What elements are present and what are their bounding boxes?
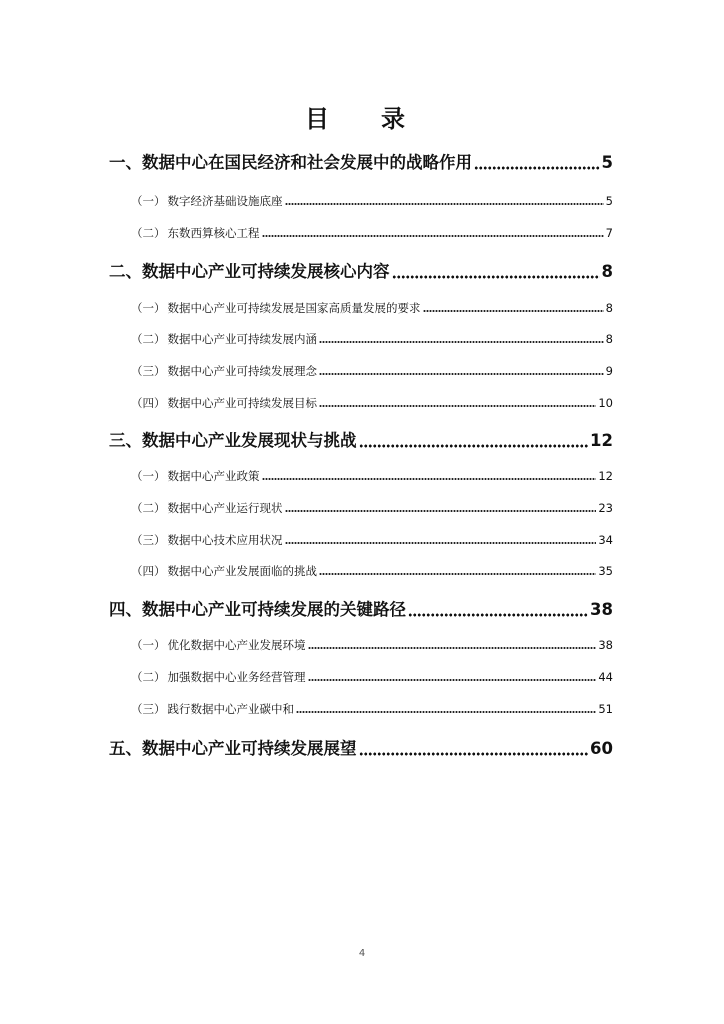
dot-leader: [262, 234, 604, 238]
toc-item-2-1[interactable]: [131, 299, 613, 317]
toc-item-title: 优化数据中心产业发展环境: [167, 638, 306, 652]
dot-leader: [296, 710, 596, 714]
dot-leader: [285, 202, 604, 206]
toc-item-4-3[interactable]: [131, 700, 613, 718]
toc-page-number: 38: [598, 638, 613, 652]
toc-item-title: 数据中心产业发展面临的挑战: [167, 564, 317, 578]
toc-section-2[interactable]: [109, 260, 613, 284]
toc-page-number: 34: [598, 533, 613, 547]
toc-item-title: 数字经济基础设施底座: [167, 194, 283, 208]
toc-section-5[interactable]: [109, 737, 613, 761]
toc-page-number: 35: [598, 564, 613, 578]
toc-item-title: 践行数据中心产业碳中和: [167, 702, 294, 716]
toc-page-number: 44: [598, 670, 613, 684]
toc-section-4[interactable]: [109, 598, 613, 622]
dot-leader: [308, 646, 597, 650]
dot-leader: [474, 166, 600, 170]
dot-leader: [359, 444, 589, 448]
toc-item-number: （二）: [131, 332, 166, 346]
dot-leader: [392, 275, 600, 279]
dot-leader: [308, 678, 597, 682]
toc-item-number: （一）: [131, 194, 166, 208]
toc-page-number: 7: [605, 226, 613, 240]
toc-item-number: （一）: [131, 638, 166, 652]
toc-item-1-1[interactable]: [131, 192, 613, 210]
dot-leader: [319, 340, 604, 344]
toc-item-3-3[interactable]: [131, 531, 613, 549]
toc-item-number: （一）: [131, 301, 166, 315]
toc-item-3-4[interactable]: [131, 562, 613, 580]
toc-item-number: （二）: [131, 226, 166, 240]
toc-item-3-2[interactable]: [131, 499, 613, 517]
toc-page-number: 8: [605, 301, 613, 315]
toc-item-title: 数据中心产业可持续发展理念: [167, 364, 317, 378]
dot-leader: [262, 477, 597, 481]
dot-leader: [319, 572, 596, 576]
toc-page-number: 38: [590, 600, 613, 619]
toc-page-number: 5: [601, 153, 613, 172]
toc-item-title: 数据中心产业运行现状: [167, 501, 283, 515]
toc-item-title: 东数西算核心工程: [167, 226, 260, 240]
toc-section-title: 三、数据中心产业发展现状与挑战: [109, 431, 357, 450]
toc-page-number: 5: [605, 194, 613, 208]
toc-item-number: （四）: [131, 564, 166, 578]
dot-leader: [359, 752, 589, 756]
toc-item-number: （三）: [131, 364, 166, 378]
dot-leader: [319, 404, 596, 408]
toc-page-number: 12: [590, 431, 613, 450]
dot-leader: [423, 309, 604, 313]
toc-item-2-2[interactable]: [131, 330, 613, 348]
toc-section-3[interactable]: [109, 429, 613, 453]
dot-leader: [319, 372, 604, 376]
toc-item-title: 数据中心产业可持续发展内涵: [167, 332, 317, 346]
dot-leader: [285, 541, 597, 545]
toc-item-number: （二）: [131, 670, 166, 684]
dot-leader: [285, 509, 597, 513]
toc-page-number: 8: [605, 332, 613, 346]
toc-item-number: （一）: [131, 469, 166, 483]
toc-page-number: 8: [601, 262, 613, 281]
toc-page-number: 60: [590, 739, 613, 758]
toc-item-number: （三）: [131, 702, 166, 716]
toc-section-1[interactable]: [109, 151, 613, 175]
toc-page-number: 51: [598, 702, 613, 716]
toc-item-number: （二）: [131, 501, 166, 515]
toc-section-title: 一、数据中心在国民经济和社会发展中的战略作用: [109, 153, 472, 172]
toc-page-number: 9: [605, 364, 613, 378]
toc-item-number: （三）: [131, 533, 166, 547]
toc-item-title: 数据中心产业可持续发展是国家高质量发展的要求: [167, 301, 421, 315]
toc-item-title: 加强数据中心业务经营管理: [167, 670, 306, 684]
toc-item-title: 数据中心产业政策: [167, 469, 260, 483]
toc-section-title: 二、数据中心产业可持续发展核心内容: [109, 262, 390, 281]
toc-item-title: 数据中心产业可持续发展目标: [167, 396, 317, 410]
toc-item-4-1[interactable]: [131, 636, 613, 654]
toc-item-number: （四）: [131, 396, 166, 410]
toc-item-title: 数据中心技术应用状况: [167, 533, 283, 547]
toc-page-number: 23: [598, 501, 613, 515]
toc-item-4-2[interactable]: [131, 668, 613, 686]
page-title: 目 录: [305, 105, 419, 133]
toc-item-1-2[interactable]: [131, 224, 613, 242]
toc-section-title: 五、数据中心产业可持续发展展望: [109, 739, 357, 758]
toc-item-2-3[interactable]: [131, 362, 613, 380]
toc-item-3-1[interactable]: [131, 467, 613, 485]
toc-section-title: 四、数据中心产业可持续发展的关键路径: [109, 600, 406, 619]
dot-leader: [408, 613, 588, 617]
toc-page-number: 10: [598, 396, 613, 410]
toc-page-number: 12: [598, 469, 613, 483]
page-footer-number: 4: [358, 948, 366, 959]
toc-item-2-4[interactable]: [131, 394, 613, 412]
